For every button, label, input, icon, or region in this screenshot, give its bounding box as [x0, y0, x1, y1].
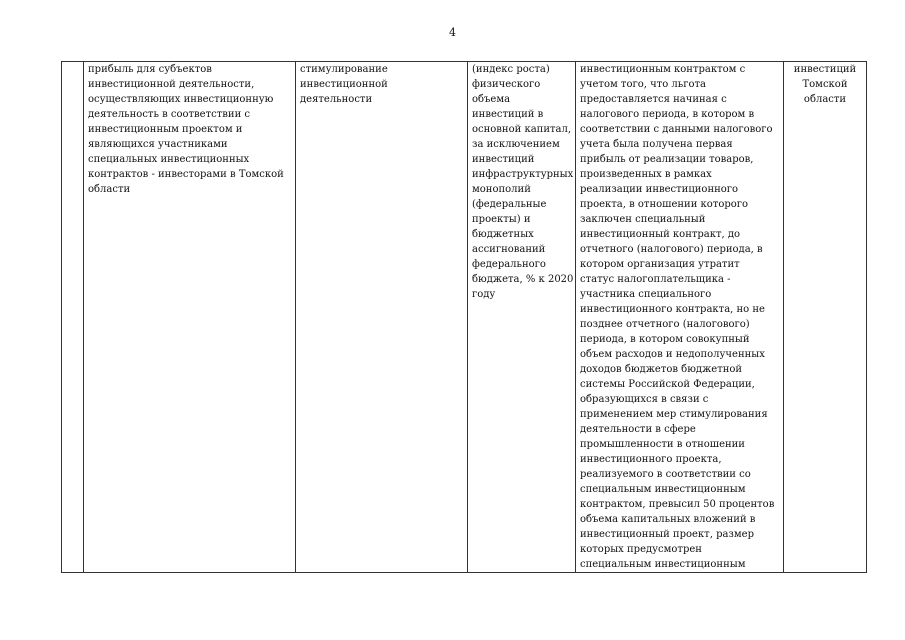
conditions-text: инвестиционным контрактом с учетом того, что льгота предоставляется начиная с налогового периода, в котором в соответствии с данными налогового учета была получена первая прибыль от реализации товаров, произведенных в рамках реализации инвестиционного проекта, в отношении которого заключен специальный инвестиционный контракт, до отчетного (налогового) периода, в котором организация утратит статус налогоплательщика - участника специального инвестиционного контракта, но не позднее отчетного (налогового) периода, в котором совокупный объем расходов и недополученных доходов бюджетов бюджетной системы Российской Федерации, образующихся в связи с применением мер стимулирования деятельности в сфере промышленности в отношении инвестиционного проекта, реализуемого в соответствии со специальным инвестиционным контрактом, превысил 50 процентов объема капитальных вложений в инвестиционный проект, размер которых предусмотрен специальным инвестиционным — [580, 64, 775, 570]
purpose-cell — [296, 62, 468, 573]
indicator-text: (индекс роста) физического объема инвестиций в основной капитал, за исключением инвестиций инфраструктурных монополий (федеральные проекты) и бюджетных ассигнований федерального бюджета, % к 2020 году — [472, 64, 574, 300]
row-number-cell — [62, 62, 84, 573]
tax-base-cell — [84, 62, 296, 573]
table-row — [62, 62, 867, 573]
indicator-cell — [468, 62, 576, 573]
curator-text: инвестиций Томской области — [793, 64, 857, 105]
document-table — [61, 61, 867, 573]
conditions-cell — [576, 62, 784, 573]
page-number: 4 — [449, 26, 456, 39]
curator-cell — [784, 62, 867, 573]
purpose-text: стимулирование инвестиционной деятельности — [300, 64, 388, 105]
tax-base-text: прибыль для субъектов инвестиционной деятельности, осуществляющих инвестиционную деятельность в соответствии с инвестиционным проектом и являющихся участниками специальных инвестиционных контрактов - инвесторами в Томской области — [88, 64, 284, 195]
